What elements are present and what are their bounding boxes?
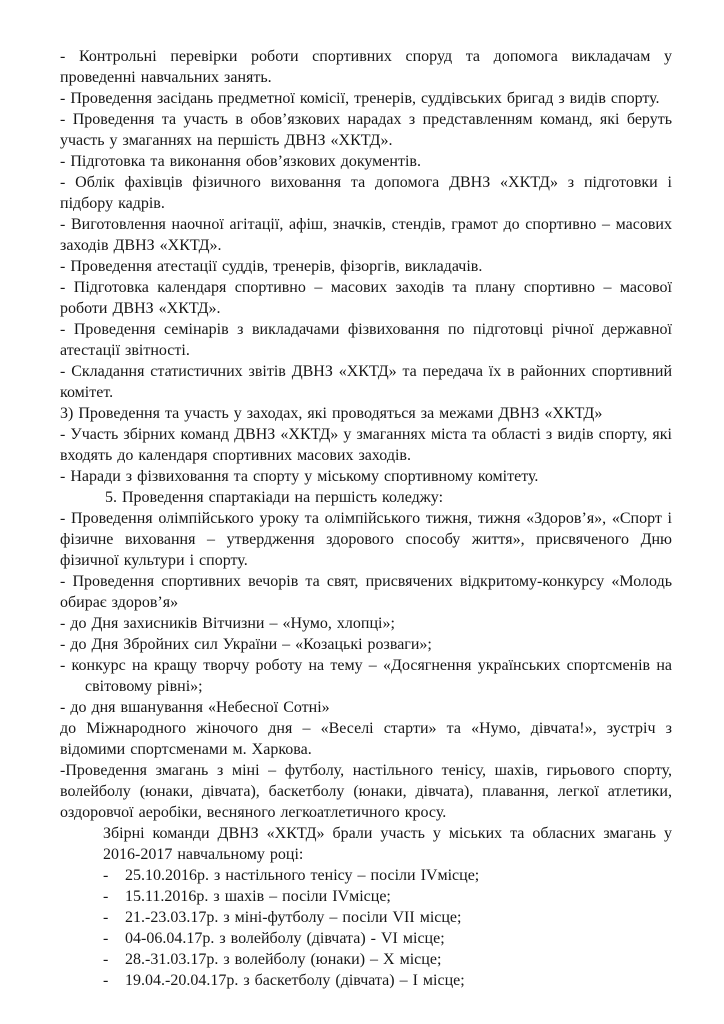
list-dash-bullet: -: [103, 909, 109, 926]
list-item-text: 25.10.2016р. з настільного тенісу – посіли IVмісце;: [125, 867, 480, 884]
paragraph: - Проведення засідань предметної комісії, тренерів, суддівських бригад з видів спорту.: [60, 90, 660, 107]
paragraph: - Проведення атестації суддів, тренерів, фізоргів, викладачів.: [60, 258, 483, 275]
list-dash-bullet: -: [103, 972, 109, 989]
paragraph: - Участь збірних команд ДВНЗ «ХКТД» у змаганнях міста та області з видів спорту, які входять до календаря спортивних масових заходів.: [60, 426, 672, 464]
list-dash-bullet: -: [103, 930, 109, 947]
paragraph: 5. Проведення спартакіади на першість коледжу:: [105, 489, 444, 506]
paragraph: - до Дня Збройних сил України – «Козацькі розваги»;: [60, 636, 432, 653]
paragraph: - Проведення спортивних вечорів та свят, присвячених відкритому-конкурсу «Молодь обирає здоров’я»: [60, 573, 672, 611]
paragraph: - Облік фахівців фізичного виховання та допомога ДВНЗ «ХКТД» з підготовки і підбору кадрів.: [60, 174, 672, 212]
document-content: [60, 46, 672, 991]
list-item-text: 04-06.04.17р. з волейболу (дівчата) - VI місце;: [125, 930, 445, 947]
list-item: [103, 970, 672, 991]
list-item-text: 21.-23.03.17р. з міні-футболу – посіли VII місце;: [125, 909, 462, 926]
list-item-text: 28.-31.03.17р. з волейболу (юнаки) – X місце;: [125, 951, 442, 968]
paragraph: -Проведення змагань з міні – футболу, настільного тенісу, шахів, гирьового спорту, волейболу (юнаки, дівчата), баскетболу (юнаки, дівчата), плавання, легкої атлетики, оздоровчої аеробіки, весняного легкоатлетичного кросу.: [60, 762, 672, 821]
paragraph: - конкурс на кращу творчу роботу на тему – «Досягнення українських спортсменів на світовому рівні»;: [60, 657, 672, 695]
paragraph: - Складання статистичних звітів ДВНЗ «ХКТД» та передача їх в районних спортивний комітет.: [60, 363, 672, 401]
list-item: [103, 949, 672, 970]
paragraph: - Контрольні перевірки роботи спортивних споруд та допомога викладачам у проведенні навчальних занять.: [60, 48, 672, 86]
list-item: [103, 907, 672, 928]
paragraph: - Проведення та участь в обов’язкових нарадах з представленням команд, які беруть участь у змаганнях на першість ДВНЗ «ХКТД».: [60, 111, 672, 149]
list-dash-bullet: -: [103, 888, 109, 905]
list-item: [103, 865, 672, 886]
list-dash-bullet: -: [103, 867, 109, 884]
paragraph: - Наради з фізвиховання та спорту у міському спортивному комітету.: [60, 468, 539, 485]
list-dash-bullet: -: [103, 951, 109, 968]
paragraph: - до Дня захисників Вітчизни – «Нумо, хлопці»;: [60, 615, 395, 632]
paragraph: Збірні команди ДВНЗ «ХКТД» брали участь у міських та обласних змагань у 2016-2017 навчальному році:: [103, 825, 672, 863]
paragraph: - Підготовка календаря спортивно – масових заходів та плану спортивно – масової роботи ДВНЗ «ХКТД».: [60, 279, 672, 317]
paragraph: до Міжнародного жіночого дня – «Веселі старти» та «Нумо, дівчата!», зустріч з відомими спортсменами м. Харкова.: [60, 720, 672, 758]
paragraph: - до дня вшанування «Небесної Сотні»: [60, 699, 330, 716]
paragraph: - Проведення олімпійського уроку та олімпійського тижня, тижня «Здоров’я», «Спорт і фізичне виховання – утвердження здорового способу життя», присвяченого Дню фізичної культури і спорту.: [60, 510, 672, 569]
paragraph: 3) Проведення та участь у заходах, які проводяться за межами ДВНЗ «ХКТД»: [60, 405, 603, 422]
list-item-text: 19.04.-20.04.17р. з баскетболу (дівчата) – I місце;: [125, 972, 465, 989]
paragraph: - Виготовлення наочної агітації, афіш, значків, стендів, грамот до спортивно – масових заходів ДВНЗ «ХКТД».: [60, 216, 672, 254]
list-item-text: 15.11.2016р. з шахів – посіли IVмісце;: [125, 888, 391, 905]
paragraph: - Проведення семінарів з викладачами фізвиховання по підготовці річної державної атестації звітності.: [60, 321, 672, 359]
list-item: [103, 928, 672, 949]
paragraph: - Підготовка та виконання обов’язкових документів.: [60, 153, 421, 170]
list-item: [103, 886, 672, 907]
